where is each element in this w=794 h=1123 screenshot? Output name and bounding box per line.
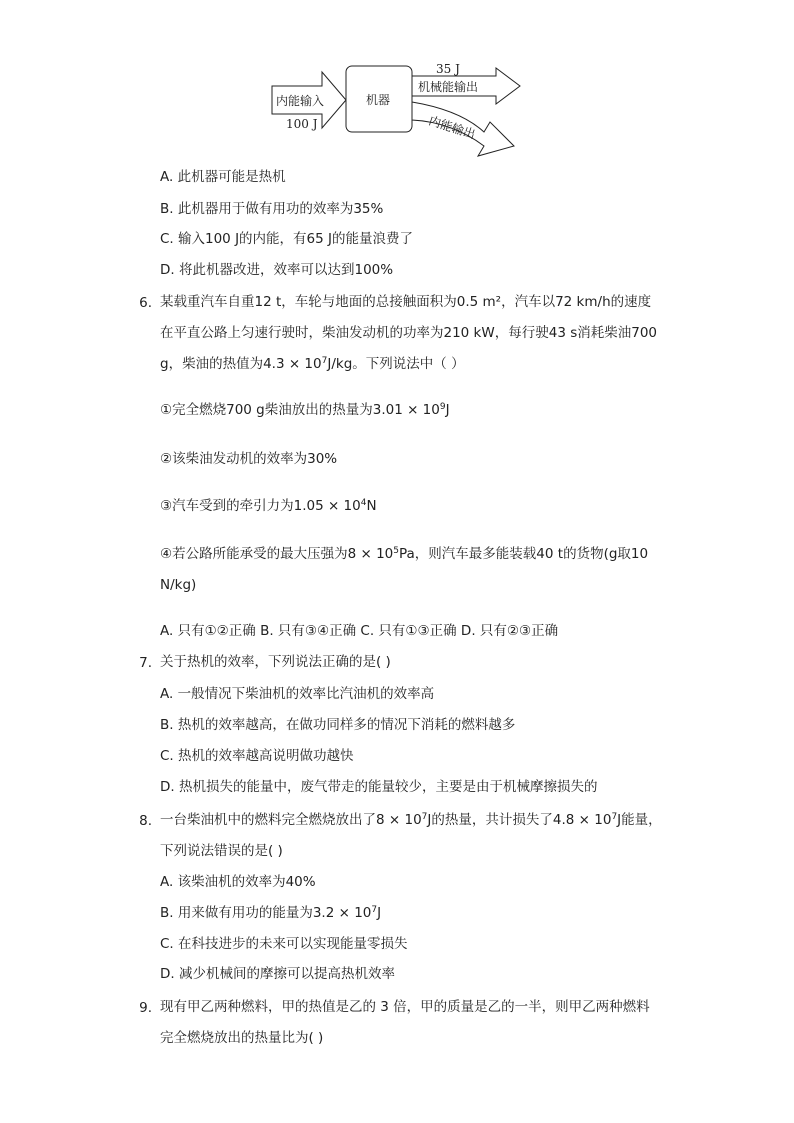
q6-stem-line3-text: g，柴油的热值为4.3 × 10: [160, 356, 322, 372]
q5-option-a: A. 此机器可能是热机: [160, 169, 286, 185]
q7-option-c: C. 热机的效率越高说明做功越快: [160, 748, 354, 764]
q5-option-d: D. 将此机器改进，效率可以达到100%: [160, 262, 394, 278]
q8-option-d: D. 减少机械间的摩擦可以提高热机效率: [160, 966, 395, 982]
q8-exp2: 7: [611, 812, 618, 822]
q6-s4-rest: Pa，则汽车最多能装载40 t的货物(g取10: [399, 546, 649, 562]
q6-statement-1: [160, 400, 450, 420]
q6-stem-line3: [160, 354, 465, 374]
q6-stem-line2: 在平直公路上匀速行驶时，柴油发动机的功率为210 kW，每行驶43 s消耗柴油700: [160, 325, 657, 341]
mech-energy: 35 J: [436, 62, 460, 76]
q8-exp1: 7: [421, 812, 428, 822]
q7-stem: 关于热机的效率，下列说法正确的是( ): [160, 654, 391, 670]
q8-option-b-exp: 7: [371, 905, 378, 915]
q6-s3-exp: 4: [360, 498, 367, 508]
q6-statement-4: [160, 544, 648, 564]
q6-s1-unit: J: [445, 402, 450, 418]
q6-stem-line1: 某载重汽车自重12 t，车轮与地面的总接触面积为0.5 m²，汽车以72 km/h的速度: [160, 294, 652, 310]
q8-option-b-text: B. 用来做有用功的能量为3.2 × 10: [160, 905, 372, 921]
mech-label: 机械能输出: [418, 80, 479, 94]
q8-option-a: A. 该柴油机的效率为40%: [160, 874, 316, 890]
q6-s3-text: ③汽车受到的牵引力为1.05 × 10: [160, 498, 361, 514]
q6-stem-line3-rest: J/kg。下列说法中（ ）: [327, 356, 465, 372]
q8-stem-line2: 下列说法错误的是( ): [160, 843, 283, 859]
q6-options: A. 只有①②正确 B. 只有③④正确 C. 只有①③正确 D. 只有②③正确: [160, 623, 559, 639]
input-energy: 100 J: [286, 117, 318, 131]
q8-stem-mid: J的热量，共计损失了4.8 × 10: [427, 812, 612, 828]
machine-label: 机器: [366, 93, 391, 107]
q6-s3-unit: N: [366, 498, 377, 514]
q6-number: 6.: [139, 295, 152, 311]
q8-number: 8.: [139, 813, 152, 829]
q6-s4-text: ④若公路所能承受的最大压强为8 × 10: [160, 546, 394, 562]
q7-option-d: D. 热机损失的能量中，废气带走的能量较少，主要是由于机械摩擦损失的: [160, 779, 598, 795]
q8-option-b: [160, 903, 381, 923]
q9-number: 9.: [139, 1000, 152, 1016]
q8-stem-end: J能量，: [617, 812, 662, 828]
energy-flow-diagram: [270, 58, 530, 162]
q6-s1-text: ①完全燃烧700 g柴油放出的热量为3.01 × 10: [160, 402, 440, 418]
q6-statement-4-line2: N/kg): [160, 577, 197, 593]
q9-stem-line1: 现有甲乙两种燃料，甲的热值是乙的 3 倍，甲的质量是乙的一半，则甲乙两种燃料: [160, 999, 650, 1015]
q5-option-c: C. 输入100 J的内能，有65 J的能量浪费了: [160, 231, 413, 247]
q8-stem-line1: [160, 810, 662, 830]
q7-option-b: B. 热机的效率越高，在做功同样多的情况下消耗的燃料越多: [160, 717, 516, 733]
q9-stem-line2: 完全燃烧放出的热量比为( ): [160, 1030, 324, 1046]
q5-option-b: B. 此机器用于做有用功的效率为35%: [160, 201, 384, 217]
q6-exp: 7: [321, 356, 328, 366]
input-label: 内能输入: [276, 94, 325, 108]
q7-number: 7.: [139, 655, 152, 671]
heat-label: 内能输出: [427, 113, 478, 142]
q6-statement-3: [160, 496, 377, 516]
q7-option-a: A. 一般情况下柴油机的效率比汽油机的效率高: [160, 686, 435, 702]
q6-s4-exp: 5: [393, 546, 399, 556]
q6-statement-2: ②该柴油发动机的效率为30%: [160, 451, 338, 467]
q8-stem-text: 一台柴油机中的燃料完全燃烧放出了8 × 10: [160, 812, 422, 828]
q6-s1-exp: 9: [439, 402, 446, 412]
q8-option-b-unit: J: [377, 905, 382, 921]
q8-option-c: C. 在科技进步的未来可以实现能量零损失: [160, 936, 408, 952]
